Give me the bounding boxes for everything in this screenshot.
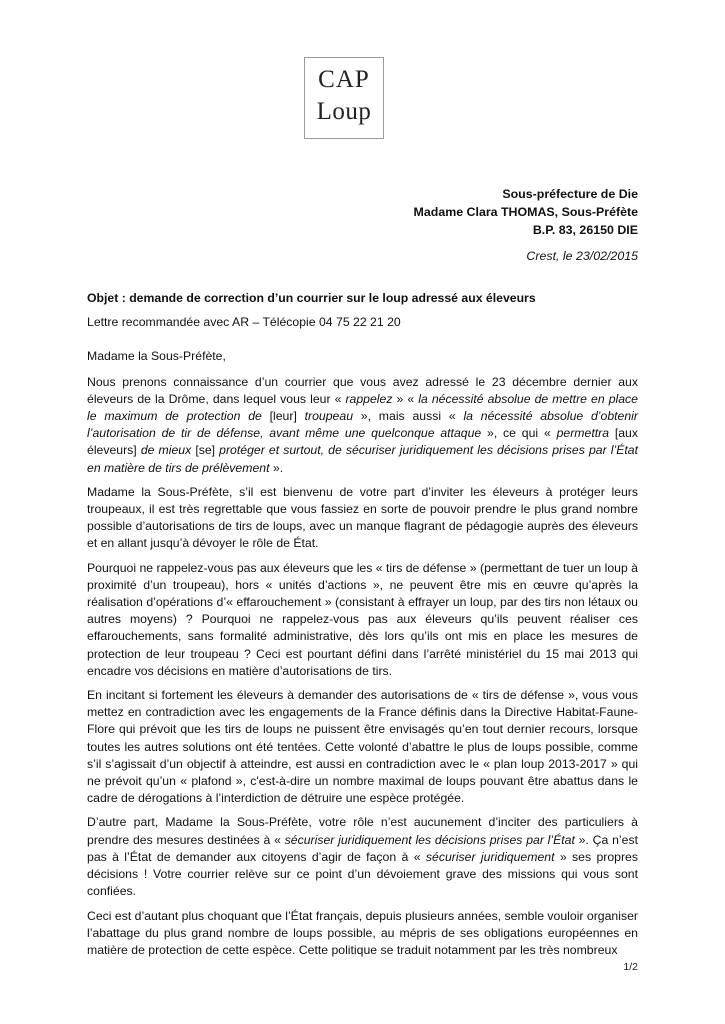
p1-text-a: Nous prenons connaissance d’un courrier que vous avez adressé le 23 décembre dernier aux éleveurs de la Drôme, dans lequel vous leur « bbox=[87, 374, 638, 406]
p5-quote-b: sécuriser juridiquement les décisions prises par l’État bbox=[284, 832, 575, 847]
paragraph-2: Madame la Sous-Préfète, s’il est bienvenu de votre part d’inviter les éleveurs à protéger leurs troupeaux, il est très regrettable que vous fassiez en sorte de pouvoir prendre le plus grand nombre possible d’autorisations de tirs de loups, avec un manque flagrant de pédagogie auprès des éleveurs et en allant jusqu’à dévoyer le rôle de État. bbox=[87, 484, 638, 551]
paragraph-3: Pourquoi ne rappelez-vous pas aux éleveurs que les « tirs de défense » (permettant de tuer un loup à proximité d’un troupeau), hors « unités d’actions », ne peuvent être mis en œuvre qu’après la réalisation d’opérations d’« effarouchement » (consistant à effrayer un loup, par des tirs non létaux ou autres moyens) ? Pourquoi ne rappelez-vous pas aux éleveurs qu’ils peuvent réaliser ces effarouchements, sans formalité administrative, dès lors qu’ils ont mis en place les mesures de protection de leur troupeau ? Ceci est pourtant défini dans l’arrêté ministériel du 15 mai 2013 qui encadre vos décisions en matière d’autorisations de tirs. bbox=[87, 560, 638, 678]
paragraph-1 bbox=[87, 374, 638, 477]
p5-quote-d: sécuriser juridiquement bbox=[425, 849, 555, 864]
p1-quote-d: la nécessité absolue de mettre en place le maximum de protection de bbox=[87, 391, 638, 424]
recipient-line-1: Sous-préfecture de Die bbox=[502, 187, 638, 201]
p1-text-o: ». bbox=[269, 460, 284, 475]
p5-text-a: D’autre part, Madame la Sous-Préfète, votre rôle n’est aucunement d’inciter des particuliers à prendre des mesures destinées à « bbox=[87, 815, 638, 847]
paragraph-6: Ceci est d’autant plus choquant que l’État français, depuis plusieurs années, semble vouloir organiser l’abattage du plus grand nombre de loups possible, au mépris de ses obligations européennes en matière de protection de cette espèce. Cette politique se traduit notamment par les très nombreux bbox=[87, 908, 638, 957]
recipient-address bbox=[414, 185, 638, 239]
paragraph-5 bbox=[87, 814, 638, 900]
paragraph-4: En incitant si fortement les éleveurs à demander des autorisations de « tirs de défense », vous vous mettez en contradiction avec les engagements de la France définis dans la Directive Habitat-Faune-Flore qui prévoit que les tirs de loups ne puissent être envisagés qu’en tout dernier recours, lorsque toutes les autres solutions ont été tentées. Cette volonté d’abattre le plus de loups possible, comme s’il s’agissait d’un objectif à atteindre, est aussi en contradiction avec le « plan loup 2013-2017 » qui ne prévoit qu’un « plafond », c'est-à-dire un nombre maximal de loups pouvant être abattus dans le cadre de dérogations à l’interdiction de détruire une espèce protégée. bbox=[87, 688, 638, 806]
p1-quote-n: protéger et surtout, de sécuriser juridiquement les décisions prises par l’État en matière de tirs de prélèvement bbox=[87, 443, 639, 475]
delivery-line: Lettre recommandée avec AR – Télécopie 04 75 22 21 20 bbox=[87, 315, 401, 330]
cap-loup-logo bbox=[304, 57, 384, 139]
p1-quote-l: de mieux bbox=[140, 443, 192, 458]
recipient-line-2: Madame Clara THOMAS, Sous-Préfète bbox=[413, 205, 638, 219]
page-number: 1/2 bbox=[623, 961, 638, 973]
p1-quote-h: la nécessité absolue d’obtenir l’autorisation de tir de défense, avant même une quelconque attaque bbox=[87, 409, 638, 441]
p1-quote-b: rappelez bbox=[345, 391, 393, 406]
p1-text-g: », mais aussi « bbox=[353, 409, 464, 424]
p1-quote-j: permettra bbox=[556, 426, 610, 441]
p1-text-m: [se] bbox=[191, 443, 220, 458]
letter-date: Crest, le 23/02/2015 bbox=[526, 249, 638, 263]
p5-text-e: » ses propres décisions ! Votre courrier relève sur ce point d’un dévoiement grave des missions qui vous sont confiées. bbox=[87, 849, 639, 899]
logo-line-2: Loup bbox=[316, 98, 372, 125]
p1-text-k: [aux éleveurs] bbox=[87, 426, 638, 458]
greeting: Madame la Sous-Préfète, bbox=[87, 349, 226, 364]
recipient-line-3: B.P. 83, 26150 DIE bbox=[532, 223, 638, 237]
letter-object: Objet : demande de correction d’un courrier sur le loup adressé aux éleveurs bbox=[87, 291, 536, 305]
p1-text-e: [leur] bbox=[261, 409, 305, 424]
p5-text-c: ». Ça n’est pas à l’État de demander aux citoyens d’agir de façon à « bbox=[87, 832, 638, 864]
p1-text-i: », ce qui « bbox=[481, 426, 557, 441]
letter-body bbox=[87, 290, 638, 966]
p1-quote-f: troupeau bbox=[304, 409, 354, 424]
p1-text-c: » « bbox=[392, 391, 419, 406]
logo-line-1: CAP bbox=[318, 66, 370, 93]
